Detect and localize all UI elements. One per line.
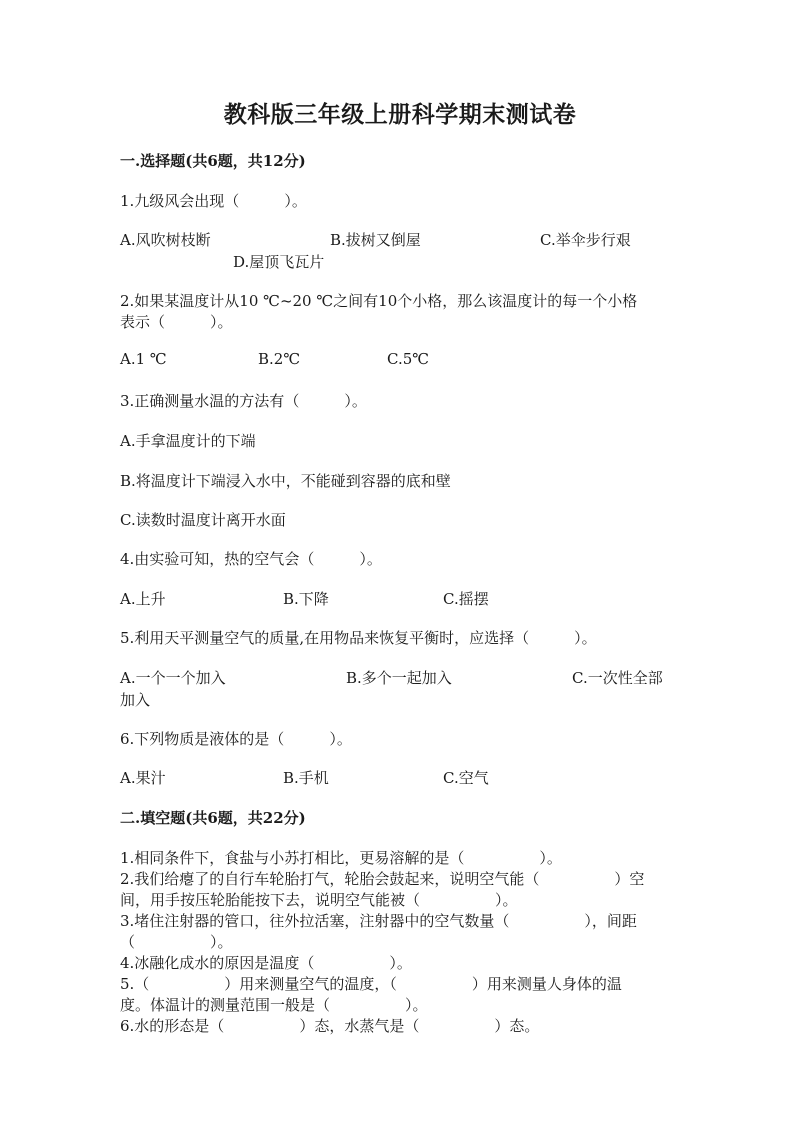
question-5-option-c: C.一次性全部 <box>572 669 663 687</box>
question-6-option-b: B.手机 <box>283 769 329 787</box>
question-5-stem: 5.利用天平测量空气的质量,在用物品来恢复平衡时，应选择（ ）。 <box>120 629 597 647</box>
question-4-option-c: C.摇摆 <box>443 590 489 608</box>
question-2-option-a: A.1 ℃ <box>120 350 167 368</box>
page-title: 教科版三年级上册科学期末测试卷 <box>223 101 577 128</box>
fill-in-line-3: 间，用手按压轮胎能按下去，说明空气能被（ ）。 <box>120 891 518 909</box>
question-5-option-b: B.多个一起加入 <box>346 669 452 687</box>
fill-in-line-4: 3.堵住注射器的管口，往外拉活塞，注射器中的空气数量（ ），间距 <box>120 912 637 930</box>
question-2-option-b: B.2℃ <box>258 350 301 368</box>
question-2-stem-line-1: 2.如果某温度计从10 ℃~20 ℃之间有10个小格，那么该温度计的每一个小格 <box>120 292 638 310</box>
question-4-stem: 4.由实验可知，热的空气会（ ）。 <box>120 550 382 568</box>
fill-in-line-5: （ ）。 <box>120 933 233 951</box>
question-5-option-c-continuation: 加入 <box>120 691 151 709</box>
fill-in-line-6: 4.冰融化成水的原因是温度（ ）。 <box>120 954 412 972</box>
section-heading-choice: 一.选择题(共6题，共12分) <box>120 152 306 170</box>
question-3-option-b: B.将温度计下端浸入水中，不能碰到容器的底和壁 <box>120 472 451 490</box>
question-3-option-a: A.手拿温度计的下端 <box>120 432 256 450</box>
question-2-stem-line-2: 表示（ ）。 <box>120 313 233 331</box>
question-1-option-c: C.举伞步行艰 <box>540 231 631 249</box>
question-1-option-d: D.屋顶飞瓦片 <box>233 253 325 271</box>
fill-in-line-9: 6.水的形态是（ ）态，水蒸气是（ ）态。 <box>120 1017 540 1035</box>
fill-in-line-8: 度。体温计的测量范围一般是（ ）。 <box>120 996 428 1014</box>
section-heading-fill-in: 二.填空题(共6题，共22分) <box>120 809 306 827</box>
question-2-option-c: C.5℃ <box>387 350 430 368</box>
fill-in-line-7: 5.（ ）用来测量空气的温度，（ ）用来测量人身体的温 <box>120 975 622 993</box>
question-5-option-a: A.一个一个加入 <box>120 669 226 687</box>
question-3-option-c: C.读数时温度计离开水面 <box>120 511 286 529</box>
fill-in-line-2: 2.我们给瘪了的自行车轮胎打气，轮胎会鼓起来，说明空气能（ ）空 <box>120 870 645 888</box>
question-4-option-a: A.上升 <box>120 590 166 608</box>
question-1-option-b: B.拔树又倒屋 <box>330 231 421 249</box>
question-4-option-b: B.下降 <box>283 590 329 608</box>
question-6-option-a: A.果汁 <box>120 769 166 787</box>
question-1-stem: 1.九级风会出现（ ）。 <box>120 192 307 210</box>
question-1-option-a: A.风吹树枝断 <box>120 231 211 249</box>
fill-in-line-1: 1.相同条件下，食盐与小苏打相比，更易溶解的是（ ）。 <box>120 849 562 867</box>
question-3-stem: 3.正确测量水温的方法有（ ）。 <box>120 392 367 410</box>
question-6-stem: 6.下列物质是液体的是（ ）。 <box>120 730 352 748</box>
question-6-option-c: C.空气 <box>443 769 489 787</box>
